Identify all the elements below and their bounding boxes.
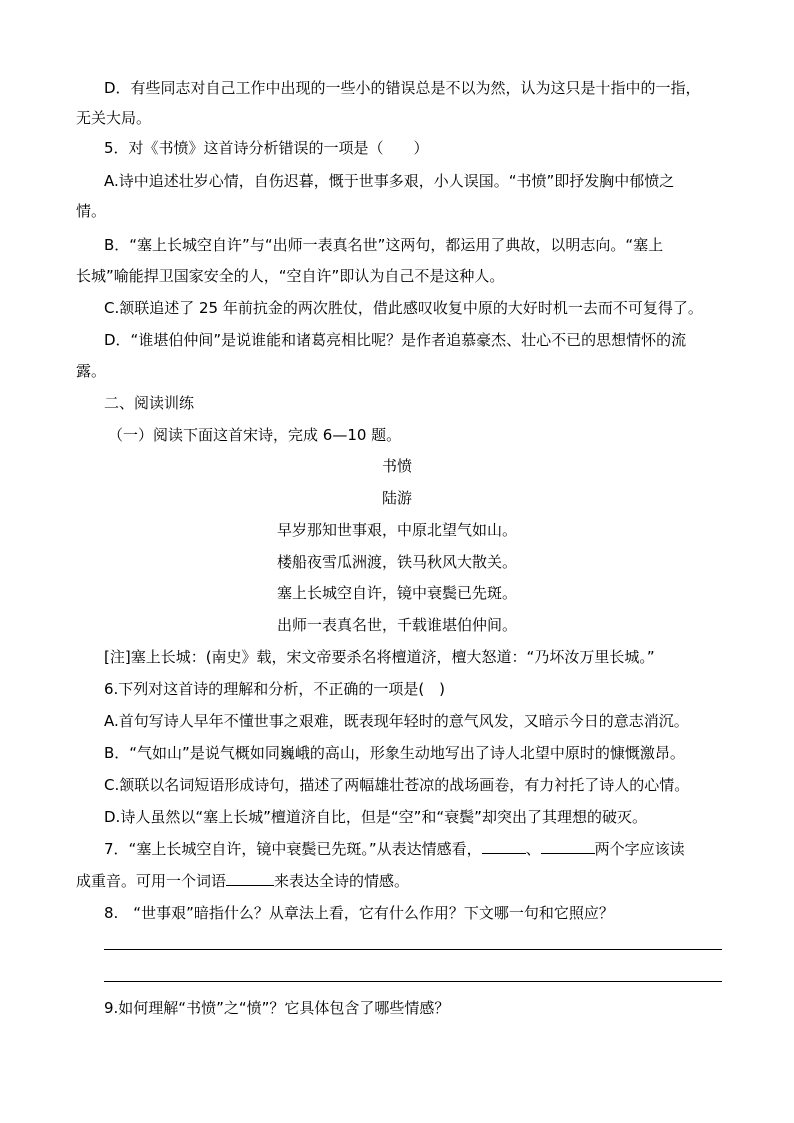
poem-line: 出师一表真名世，千载谁堪伯仲间。 bbox=[276, 616, 517, 634]
q7-text-part2: 两个字应该读 bbox=[594, 840, 685, 858]
poem-line: 塞上长城空自许，镜中衰鬓已先斑。 bbox=[276, 584, 517, 602]
q5-option-b-line1: B．“塞上长城空自许”与“出师一表真名世”这两句，都运用了典故，以明志向。“塞上 bbox=[104, 236, 664, 254]
poem-note: [注]塞上长城：(南史》载，宋文帝要杀名将檀道济，檀大怒道：“乃坏汝万里长城。” bbox=[104, 648, 655, 666]
q7-line2 bbox=[76, 871, 409, 891]
q8-answer-line-1[interactable] bbox=[104, 949, 722, 950]
q9-stem: 9.如何理解“书愤”之“愤”？它具体包含了哪些情感？ bbox=[104, 999, 450, 1017]
q5-option-a-line2: 情。 bbox=[76, 202, 107, 220]
q7-line2-part2: 来表达全诗的情感。 bbox=[274, 872, 410, 890]
q6-option-a: A.首句写诗人早年不懂世事之艰难，既表现年轻时的意气风发，又暗示今日的意志消沉。 bbox=[104, 712, 689, 730]
poem-title: 书愤 bbox=[381, 457, 412, 475]
section-heading: 二、阅读训练 bbox=[104, 394, 195, 412]
q6-option-d: D.诗人虽然以“塞上长城”檀道济自比，但是“空”和“衰鬓”却突出了其理想的破灭。 bbox=[104, 808, 647, 826]
q4-option-d-line2: 无关大局。 bbox=[76, 109, 152, 127]
q8-stem: 8. “世事艰”暗指什么？从章法上看，它有什么作用？下文哪一句和它照应？ bbox=[104, 904, 614, 922]
q6-option-b: B．“气如山”是说气概如同巍峨的高山，形象生动地写出了诗人北望中原时的慷慨激昂。 bbox=[104, 744, 685, 762]
q7-line1 bbox=[104, 839, 685, 859]
q7-blank-2[interactable] bbox=[541, 839, 595, 854]
q7-text-part1: 7．“塞上长城空自许，镜中衰鬓已先斑。”从表达情感看， bbox=[104, 840, 482, 858]
q5-option-c: C.颔联追述了 25 年前抗金的两次胜仗，借此感叹收复中原的大好时机一去而不可复得了。 bbox=[104, 299, 703, 317]
q6-stem: 6.下列对这首诗的理解和分析，不正确的一项是( ) bbox=[104, 680, 446, 698]
q7-line2-part1: 成重音。可用一个词语 bbox=[76, 872, 227, 890]
q7-separator: 、 bbox=[525, 840, 541, 858]
q5-stem: 5．对《书愤》这首诗分析错误的一项是（ ） bbox=[104, 139, 429, 157]
q8-answer-line-2[interactable] bbox=[104, 981, 722, 982]
q4-option-d-line1: D．有些同志对自己工作中出现的一些小的错误总是不以为然，认为这只是十指中的一指， bbox=[104, 79, 701, 97]
section-subheading: （一）阅读下面这首宋诗，完成 6—10 题。 bbox=[108, 426, 402, 444]
q7-blank-3[interactable] bbox=[226, 871, 274, 886]
q5-option-a-line1: A.诗中追述壮岁心情，自伤迟暮，慨于世事多艰，小人误国。“书愤”即抒发胸中郁愤之 bbox=[104, 172, 675, 190]
q5-option-b-line2: 长城”喻能捍卫国家安全的人，“空自许”即认为自己不是这种人。 bbox=[76, 267, 505, 285]
q7-blank-1[interactable] bbox=[482, 839, 526, 854]
poem-line: 楼船夜雪瓜洲渡，铁马秋风大散关。 bbox=[276, 553, 517, 571]
poem-author: 陆游 bbox=[381, 489, 412, 507]
q5-option-d-line2: 露。 bbox=[76, 362, 107, 380]
poem-line: 早岁那知世事艰，中原北望气如山。 bbox=[276, 521, 517, 539]
q6-option-c: C.颔联以名词短语形成诗句，描述了两幅雄壮苍凉的战场画卷，有力衬托了诗人的心情。 bbox=[104, 776, 690, 794]
q5-option-d-line1: D．“谁堪伯仲间”是说谁能和诸葛亮相比呢？是作者追慕豪杰、壮心不已的思想情怀的流 bbox=[104, 331, 687, 349]
